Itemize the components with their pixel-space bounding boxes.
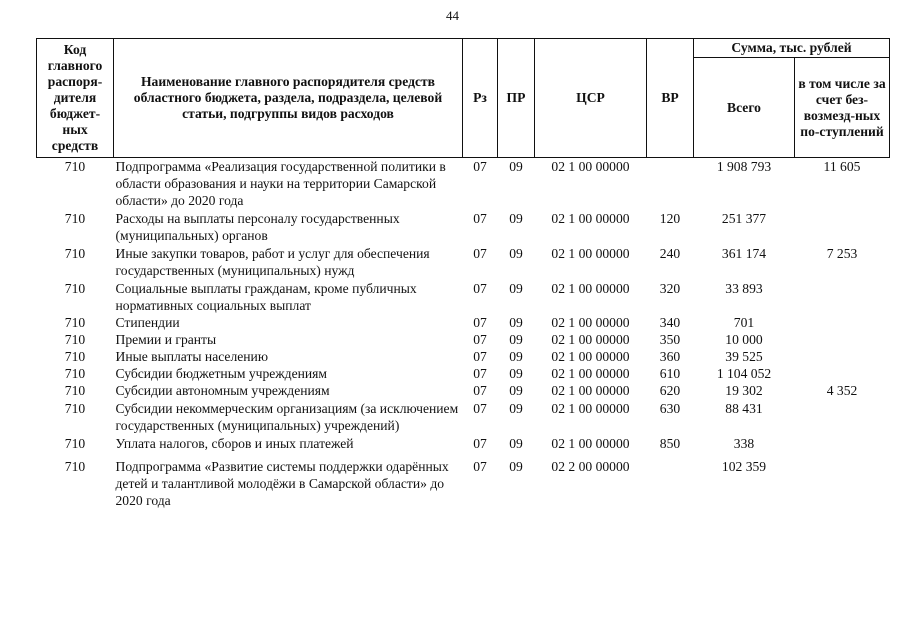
- cell-rz: 07: [473, 332, 487, 347]
- header-vr: ВР: [647, 39, 694, 158]
- page-number: 44: [446, 8, 459, 23]
- cell-csr: 02 2 00 00000: [551, 459, 630, 474]
- cell-csr: 02 1 00 00000: [551, 436, 630, 451]
- table-row: [37, 382, 890, 399]
- cell-total: 39 525: [725, 349, 763, 364]
- cell-grant: [795, 348, 890, 365]
- cell-total: 102 359: [721, 459, 767, 474]
- cell-name: Подпрограмма «Развитие системы поддержки одарённых детей и талантливой молодёжи в Самарской области» до 2020 года: [115, 459, 449, 508]
- header-csr: ЦСР: [535, 39, 647, 158]
- cell-code: 710: [64, 332, 86, 347]
- cell-name: Расходы на выплаты персоналу государственных (муниципальных) органов: [115, 211, 400, 243]
- cell-csr: 02 1 00 00000: [551, 332, 630, 347]
- cell-code: 710: [64, 159, 86, 174]
- cell-grant: [795, 314, 890, 331]
- cell-csr: 02 1 00 00000: [551, 349, 630, 364]
- table-row: [37, 399, 890, 434]
- cell-rz: 07: [473, 281, 487, 296]
- cell-grant: 4 352: [826, 383, 858, 398]
- cell-vr: 120: [659, 211, 681, 226]
- cell-csr: 02 1 00 00000: [551, 281, 630, 296]
- cell-code: 710: [64, 211, 86, 226]
- cell-name: Уплата налогов, сборов и иных платежей: [115, 436, 354, 451]
- cell-code: 710: [64, 459, 86, 474]
- cell-vr: 340: [659, 315, 681, 330]
- cell-pr: 09: [509, 459, 523, 474]
- cell-total: 251 377: [721, 211, 767, 226]
- table-row: [37, 348, 890, 365]
- cell-code: 710: [64, 349, 86, 364]
- cell-name: Иные выплаты населению: [115, 349, 268, 364]
- cell-csr: 02 1 00 00000: [551, 315, 630, 330]
- cell-total: 19 302: [725, 383, 763, 398]
- header-rz: Рз: [463, 39, 498, 158]
- cell-name: Субсидии автономным учреждениям: [115, 383, 330, 398]
- cell-name: Премии и гранты: [115, 332, 217, 347]
- cell-csr: 02 1 00 00000: [551, 366, 630, 381]
- cell-csr: 02 1 00 00000: [551, 383, 630, 398]
- cell-pr: 09: [509, 315, 523, 330]
- cell-rz: 07: [473, 211, 487, 226]
- cell-grant: [795, 279, 890, 314]
- cell-vr: 620: [659, 383, 681, 398]
- cell-grant: 11 605: [823, 159, 861, 174]
- cell-grant: [795, 331, 890, 348]
- header-pr: ПР: [498, 39, 535, 158]
- cell-code: 710: [64, 281, 86, 296]
- cell-name: Стипендии: [115, 315, 180, 330]
- cell-grant: [795, 434, 890, 452]
- cell-vr: 610: [659, 366, 681, 381]
- table-row: [37, 314, 890, 331]
- cell-grant: 7 253: [826, 246, 858, 261]
- header-total: Всего: [694, 58, 795, 158]
- table-row: [37, 158, 890, 210]
- cell-vr: [647, 452, 694, 509]
- table-body: [37, 158, 890, 510]
- header-grant: в том числе за счет без-возмезд-ных по-ступлений: [795, 58, 890, 158]
- header-code: Код главного распоря-дителя бюджет-ных средств: [37, 39, 114, 158]
- cell-vr: 850: [659, 436, 681, 451]
- cell-pr: 09: [509, 281, 523, 296]
- cell-name: Подпрограмма «Реализация государственной политики в области образования и науки на территории Самарской области» до 2020 года: [115, 159, 446, 208]
- cell-name: Иные закупки товаров, работ и услуг для обеспечения государственных (муниципальных) нужд: [115, 246, 430, 278]
- cell-grant: [795, 209, 890, 244]
- table-row: [37, 244, 890, 279]
- cell-grant: [795, 365, 890, 382]
- cell-total: 33 893: [725, 281, 763, 296]
- cell-pr: 09: [509, 159, 523, 174]
- cell-code: 710: [64, 436, 86, 451]
- cell-rz: 07: [473, 315, 487, 330]
- cell-csr: 02 1 00 00000: [551, 159, 630, 174]
- cell-pr: 09: [509, 383, 523, 398]
- cell-rz: 07: [473, 246, 487, 261]
- cell-code: 710: [64, 401, 86, 416]
- cell-pr: 09: [509, 349, 523, 364]
- header-name: Наименование главного распорядителя средств областного бюджета, раздела, подраздела, целевой статьи, подгруппы видов расходов: [114, 39, 463, 158]
- cell-pr: 09: [509, 366, 523, 381]
- table-row: [37, 452, 890, 509]
- cell-pr: 09: [509, 246, 523, 261]
- cell-grant: [795, 452, 890, 509]
- cell-csr: 02 1 00 00000: [551, 211, 630, 226]
- cell-rz: 07: [473, 383, 487, 398]
- cell-pr: 09: [509, 332, 523, 347]
- cell-code: 710: [64, 366, 86, 381]
- cell-vr: 240: [659, 246, 681, 261]
- cell-vr: 360: [659, 349, 681, 364]
- cell-name: Субсидии бюджетным учреждениям: [115, 366, 328, 381]
- cell-csr: 02 1 00 00000: [551, 246, 630, 261]
- table-row: [37, 279, 890, 314]
- table-row: [37, 365, 890, 382]
- cell-total: 338: [733, 436, 755, 451]
- cell-vr: 320: [659, 281, 681, 296]
- budget-table: [36, 38, 890, 509]
- cell-rz: 07: [473, 159, 487, 174]
- cell-pr: 09: [509, 401, 523, 416]
- cell-total: 88 431: [725, 401, 763, 416]
- cell-rz: 07: [473, 401, 487, 416]
- cell-total: 1 908 793: [716, 159, 772, 174]
- cell-vr: 630: [659, 401, 681, 416]
- cell-code: 710: [64, 246, 86, 261]
- cell-csr: 02 1 00 00000: [551, 401, 630, 416]
- cell-rz: 07: [473, 349, 487, 364]
- cell-total: 10 000: [725, 332, 763, 347]
- cell-name: Социальные выплаты гражданам, кроме публичных нормативных социальных выплат: [115, 281, 417, 313]
- table-row: [37, 209, 890, 244]
- cell-name: Субсидии некоммерческим организациям (за исключением государственных (муниципальных) учреждений): [115, 401, 459, 433]
- cell-vr: [647, 158, 694, 210]
- table-row: [37, 331, 890, 348]
- cell-rz: 07: [473, 366, 487, 381]
- cell-vr: 350: [659, 332, 681, 347]
- cell-pr: 09: [509, 211, 523, 226]
- cell-grant: [795, 399, 890, 434]
- cell-code: 710: [64, 383, 86, 398]
- cell-total: 361 174: [721, 246, 767, 261]
- header-sum: Сумма, тыс. рублей: [694, 39, 890, 58]
- cell-rz: 07: [473, 436, 487, 451]
- cell-pr: 09: [509, 436, 523, 451]
- cell-rz: 07: [473, 459, 487, 474]
- cell-total: 1 104 052: [716, 366, 772, 381]
- table-row: [37, 434, 890, 452]
- cell-total: 701: [733, 315, 755, 330]
- cell-code: 710: [64, 315, 86, 330]
